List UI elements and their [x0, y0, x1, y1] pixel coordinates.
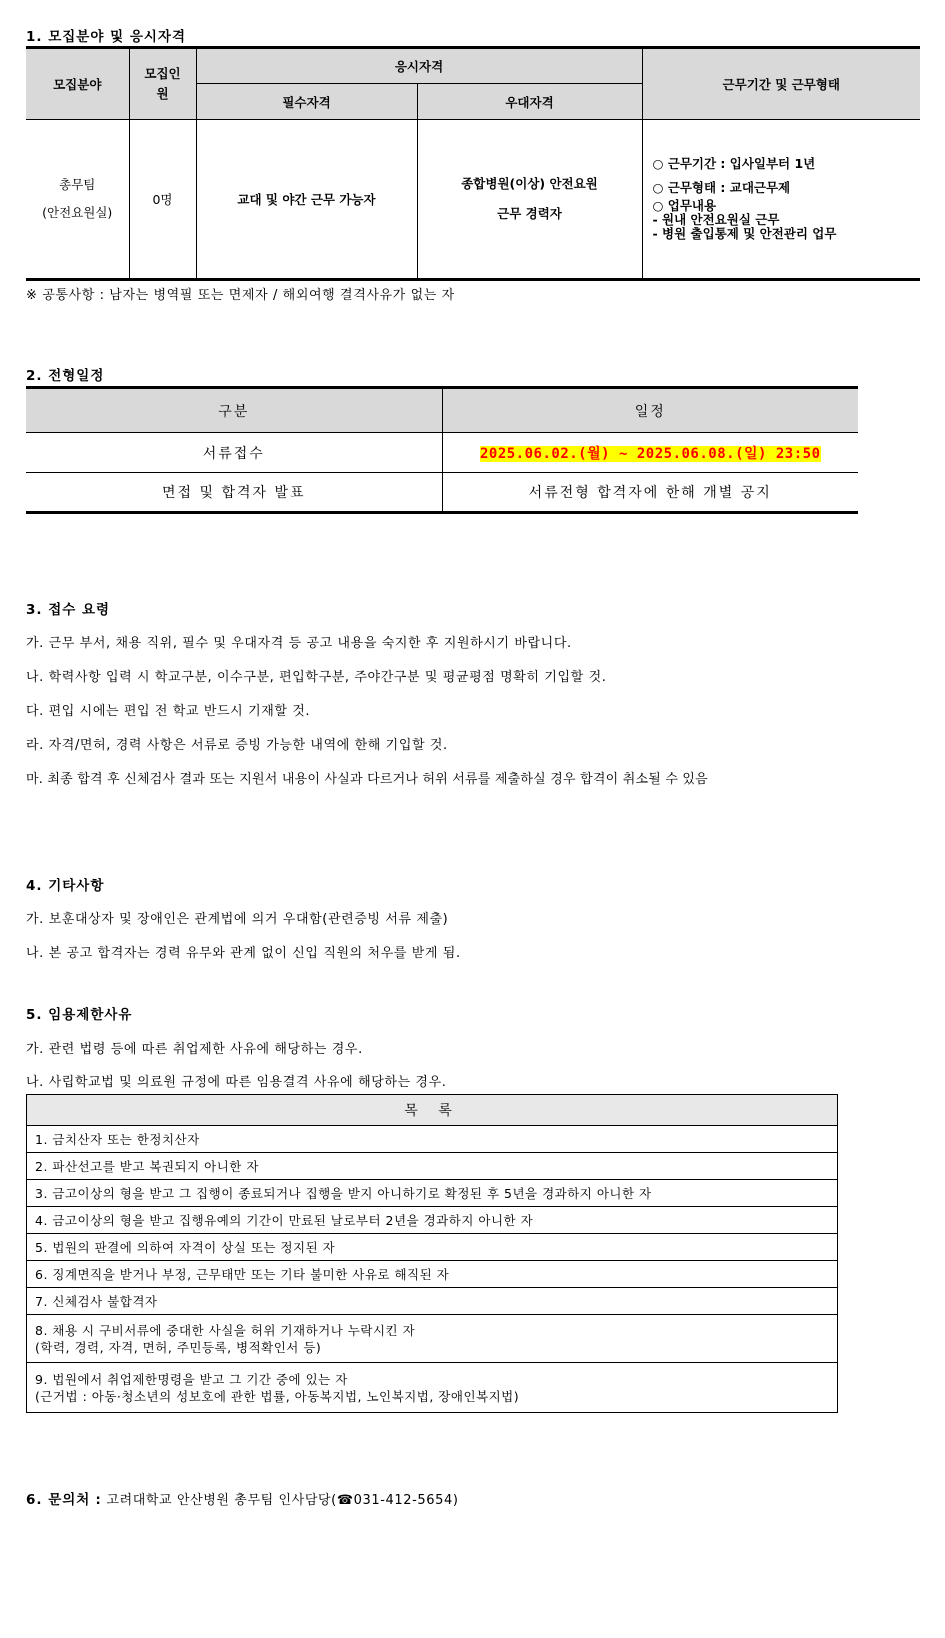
common-note: ※ 공통사항 : 남자는 병역필 또는 면제자 / 해외여행 결격사유가 없는 자	[26, 288, 455, 303]
table-row: 7. 신체검사 불합격자	[27, 1288, 838, 1315]
header-count: 모집인원	[129, 48, 196, 120]
table-row: 5. 법원의 판결에 의하여 자격이 상실 또는 정지된 자	[27, 1234, 838, 1261]
cell-schedule: 서류전형 합격자에 한해 개별 공지	[442, 473, 858, 513]
header-period: 근무기간 및 근무형태	[642, 48, 920, 120]
contact-info: 고려대학교 안산병원 총무팀 인사담당(☎031-412-5654)	[106, 1493, 459, 1508]
table-row: 9. 법원에서 취업제한명령을 받고 그 기간 중에 있는 자 (근거법 : 아동·청소년의 성보호에 관한 법률, 아동복지법, 노인복지법, 장애인복지법)	[27, 1363, 838, 1413]
list-item: 가. 근무 부서, 채용 직위, 필수 및 우대자격 등 공고 내용을 숙지한 후 지원하시기 바랍니다.	[26, 636, 572, 651]
header-schedule: 일정	[442, 388, 858, 433]
header-category: 구분	[26, 388, 442, 433]
list-item: 나. 사립학교법 및 의료원 규정에 따른 임용결격 사유에 해당하는 경우.	[26, 1075, 447, 1090]
section-4-title: 4. 기타사항	[26, 878, 105, 894]
section-1-title: 1. 모집분야 및 응시자격	[26, 29, 186, 45]
table-row: 3. 금고이상의 형을 받고 그 집행이 종료되거나 집행을 받지 아니하기로 확정된 후 5년을 경과하지 아니한 자	[27, 1180, 838, 1207]
cell-schedule	[442, 433, 858, 473]
cell-required: 교대 및 야간 근무 가능자	[196, 120, 417, 280]
schedule-table	[26, 386, 858, 514]
cell-category: 서류접수	[26, 433, 442, 473]
section-3-title: 3. 접수 요령	[26, 602, 111, 618]
cell-preferred: 종합병원(이상) 안전요원 근무 경력자	[417, 120, 642, 280]
list-item: 가. 보훈대상자 및 장애인은 관계법에 의거 우대함(관련증빙 서류 제출)	[26, 912, 449, 927]
section-6-title: 6. 문의처	[26, 1492, 91, 1508]
cell-count: 0명	[129, 120, 196, 280]
list-item: 나. 학력사항 입력 시 학교구분, 이수구분, 편입학구분, 주야간구분 및 평균평점 명확히 기입할 것.	[26, 670, 607, 685]
cell-category: 면접 및 합격자 발표	[26, 473, 442, 513]
table-row: 1. 금치산자 또는 한정치산자	[27, 1126, 838, 1153]
table-row: 6. 징계면직을 받거나 부정, 근무태만 또는 기타 불미한 사유로 해직된 자	[27, 1261, 838, 1288]
list-item: 나. 본 공고 합격자는 경력 유무와 관계 없이 신입 직원의 처우를 받게 됨.	[26, 946, 461, 961]
recruitment-table	[26, 46, 920, 281]
table-row: 4. 금고이상의 형을 받고 집행유예의 기간이 만료된 날로부터 2년을 경과하지 아니한 자	[27, 1207, 838, 1234]
list-item: 다. 편입 시에는 편입 전 학교 반드시 기재할 것.	[26, 704, 311, 719]
section-5-title: 5. 임용제한사유	[26, 1007, 133, 1023]
section-2-title: 2. 전형일정	[26, 368, 105, 384]
list-item: 가. 관련 법령 등에 따른 취업제한 사유에 해당하는 경우.	[26, 1042, 363, 1057]
list-item: 라. 자격/면허, 경력 사항은 서류로 증빙 가능한 내역에 한해 기입할 것.	[26, 738, 448, 753]
table-row: 8. 채용 시 구비서류에 중대한 사실을 허위 기재하거나 누락시킨 자 (학력, 경력, 자격, 면허, 주민등록, 병적확인서 등)	[27, 1315, 838, 1363]
contact-line	[26, 1488, 459, 1508]
cell-field: 총무팀 (안전요원실)	[26, 120, 129, 280]
cell-period: ○ 근무기간 : 입사일부터 1년 ○ 근무형태 : 교대근무제 ○ 업무내용 - 원내 안전요원실 근무 - 병원 출입통제 및 안전관리 업무	[642, 120, 920, 280]
header-preferred: 우대자격	[417, 84, 642, 120]
header-required: 필수자격	[196, 84, 417, 120]
document-submission-period: 2025.06.02.(월) ~ 2025.06.08.(일) 23:50	[479, 445, 821, 462]
header-field: 모집분야	[26, 48, 129, 120]
header-qualification: 응시자격	[196, 48, 642, 84]
list-item: 마. 최종 합격 후 신체검사 결과 또는 지원서 내용이 사실과 다르거나 허위 서류를 제출하실 경우 합격이 취소될 수 있음	[26, 772, 708, 787]
table-row: 2. 파산선고를 받고 복권되지 아니한 자	[27, 1153, 838, 1180]
list-header: 목 록	[27, 1095, 838, 1126]
contact-separator: :	[90, 1493, 107, 1508]
disqualification-list-table	[26, 1094, 838, 1413]
